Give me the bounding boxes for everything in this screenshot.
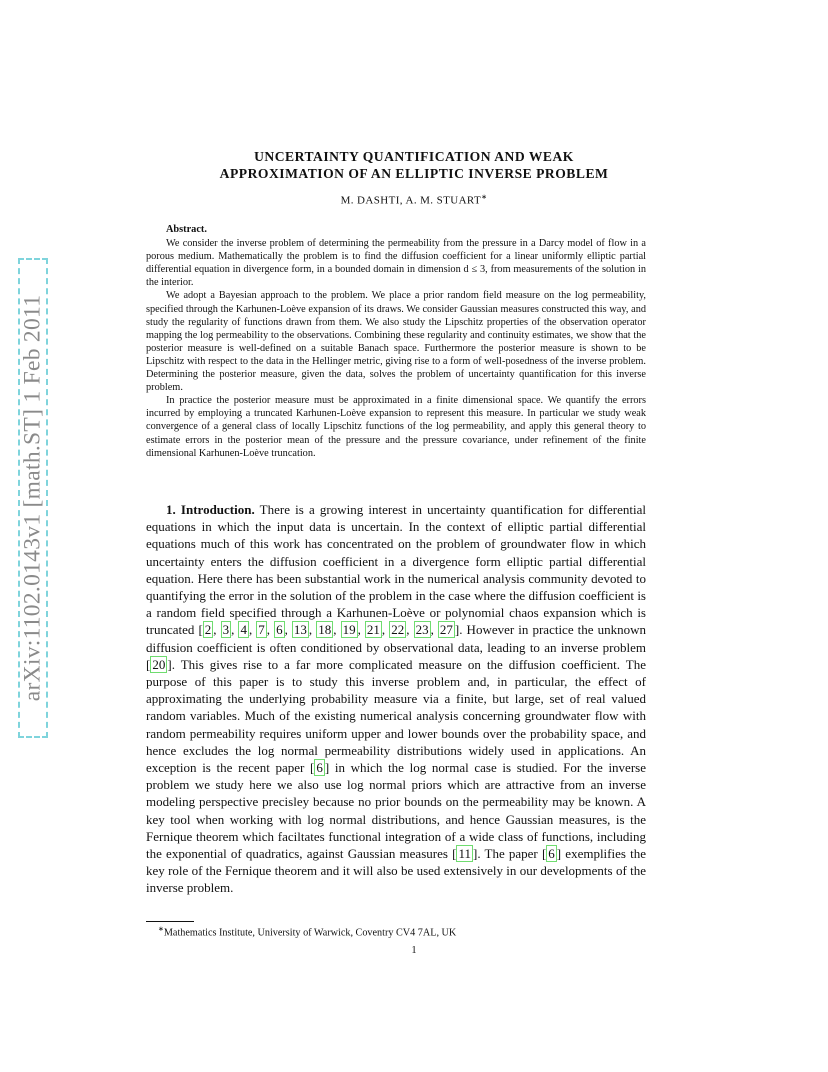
abstract-paragraph: We adopt a Bayesian approach to the problem. We place a prior random field measure on the log permeability, specified through the Karhunen-Loève expansion of its draws. We consider Gaussian measures constructed this way, and study the regularity of functions drawn from them. We also study the Lipschitz properties of the observation operator mapping the log permeability to the observations. Combining these regularity and continuity estimates, we show that the posterior measure is well-defined on a suitable Banach space. Furthermore the posterior measure is shown to be Lipschitz with respect to the data in the Hellinger metric, giving rise to a form of well-posedness of the inverse problem. Determining the posterior measure, given the data, solves the problem of uncertainty quantification for this inverse problem.	[146, 290, 646, 394]
footnote-text: Mathematics Institute, University of Warwick, Coventry CV4 7AL, UK	[163, 927, 457, 939]
author-names: M. DASHTI, A. M. STUART	[340, 194, 482, 207]
footnote-mark: ∗	[158, 925, 164, 933]
citation-link[interactable]: 22	[391, 622, 405, 638]
abstract-heading: Abstract.	[166, 224, 207, 235]
intro-text: . The paper	[477, 846, 542, 862]
author-footnote-mark: ∗	[481, 193, 488, 201]
paper-title	[0, 148, 828, 182]
footnote	[158, 925, 456, 938]
citation-link[interactable]: 6	[548, 846, 555, 862]
intro-text: There is a growing interest in uncertainty quantification for differential equations in which the input data is uncertain. In the context of elliptic partial differential equations much of this work has concentrated on the problem of groundwater flow in which uncertainty enters the diffusion coefficient in a divergence form elliptic partial differential equation. Here there has been substantial work in the numerical analysis community devoted to quantifying the error in the solution of the problem in the case where the diffusion coefficient is a random field specified through a Karhunen-Loève or polynomial chaos expansion which is truncated	[146, 502, 647, 638]
citation-link[interactable]: 20	[152, 656, 166, 672]
introduction-paragraph: 1. Introduction. There is a growing interest in uncertainty quantification for differential equations in which the input data is uncertain. In the context of elliptic partial differential equations much of this work has concentrated on the problem of groundwater flow in which uncertainty enters the diffusion coefficient in a divergence form elliptic partial differential equation. Here there has been substantial work in the numerical analysis community devoted to quantifying the error in the solution of the problem in the case where the diffusion coefficient is a random field specified through a Karhunen-Loève or polynomial chaos expansion which is truncated [ 2 , 3 , 4 , 7 , 6 , 13 , 18 , 19 , 21 , 22 , 23 , 27 ]. However in practice the unknown diffusion coefficient is often conditioned by observational data, leading to an inverse problem [ 20 ]. This gives rise to a far more complicated measure on the diffusion coefficient. The purpose of this paper is to study this inverse problem and, in particular, the effect of approximating the underlying probability measure via a finite, but large, set of real valued random variables. Much of the existing numerical analysis concerning groundwater flow with random permeability requires uniform upper and lower bounds over the probability space, and hence excludes the log normal permeability distributions widely used in applications. An exception is the recent paper [ 6 ] in which the log normal case is studied. For the inverse problem we study here we also use log normal priors which are attractive from an inverse modeling perspective precisley because no prior bounds on the permeability may be known. A key tool when working with log normal distributions, and hence Gaussian measures, is the Fernique theorem which faciltates functional integration of a wide class of functions, including the exponential of quadratics, against Gaussian measures [ 11 ]. The paper [ 6 ] exemplifies the key role of the Fernique theorem and it will also be used extensively in our developments of the inverse problem.	[146, 502, 647, 896]
title-line-1: UNCERTAINTY QUANTIFICATION AND WEAK	[254, 149, 574, 164]
arxiv-stamp: arXiv:1102.0143v1 [math.ST] 1 Feb 2011	[19, 294, 46, 702]
abstract	[146, 223, 646, 460]
citation-link[interactable]: 11	[458, 846, 471, 862]
citation-link[interactable]: 23	[415, 622, 429, 638]
citation-group: 2 , 3 , 4 , 7 , 6 , 13 , 18 , 19 , 21 , 22 , 23 , 27	[204, 622, 453, 638]
citation-link[interactable]: 6	[276, 622, 283, 638]
introduction-section	[146, 501, 646, 897]
intro-text: in which the log normal case is studied. For the inverse problem we study here we also use log normal priors which are attractive from an inverse modeling perspective precisley because no prior bounds on the permeability may be known. A key tool when working with log normal distributions, and hence Gaussian measures, is the Fernique theorem which faciltates functional integration of a wide class of functions, including the exponential of quadratics, against Gaussian measures	[146, 760, 646, 862]
citation-link[interactable]: 21	[366, 622, 380, 638]
authors	[0, 193, 828, 207]
citation-link[interactable]: 13	[293, 622, 307, 638]
citation-link[interactable]: 7	[258, 622, 265, 638]
citation-link[interactable]: 19	[342, 622, 356, 638]
citation-link[interactable]: 4	[240, 622, 247, 638]
citation-link[interactable]: 3	[222, 622, 230, 638]
page-number: 1	[411, 945, 417, 956]
section-heading: 1. Introduction.	[166, 502, 255, 517]
abstract-paragraph: In practice the posterior measure must be approximated in a finite dimensional space. We quantify the errors incurred by employing a truncated Karhunen-Loève expansion to represent this measure. In particular we study weak convergence of a general class of locally Lipschitz functions of the log permeability, and apply this general theory to estimate errors in the posterior mean of the pressure and the pressure covariance, under refinement of the finite dimensional Karhunen-Loève truncation.	[146, 395, 646, 459]
citation-link[interactable]: 27	[439, 622, 453, 638]
abstract-paragraph: We consider the inverse problem of determining the permeability from the pressure in a Darcy model of flow in a porous medium. Mathematically the problem is to find the diffusion coefficient for a linear uniformly elliptic partial differential equation in divergence form, in a bounded domain in dimension d ≤ 3, from measurements of the solution in the interior.	[146, 238, 646, 289]
intro-text: . However in practice the unknown diffusion coefficient is often conditioned by observational data, leading to an inverse problem	[146, 622, 647, 655]
intro-text: . This gives rise to a far more complicated measure on the diffusion coefficient. The purpose of this paper is to study this inverse problem and, in particular, the effect of approximating the underlying probability measure via a finite, but large, set of real valued random variables. Much of the existing numerical analysis concerning groundwater flow with random permeability requires uniform upper and lower bounds over the probability space, and hence excludes the log normal permeability distributions widely used in applications. An exception is the recent paper	[146, 656, 646, 776]
citation-link[interactable]: 6	[316, 760, 323, 776]
title-line-2: APPROXIMATION OF AN ELLIPTIC INVERSE PROBLEM	[219, 166, 609, 181]
citation-link[interactable]: 2	[204, 622, 212, 638]
citation-link[interactable]: 18	[318, 622, 332, 638]
intro-text: exemplifies the key role of the Fernique theorem and it will also be used extensively in our developments of the inverse problem.	[146, 846, 646, 896]
footnote-rule	[146, 921, 194, 922]
